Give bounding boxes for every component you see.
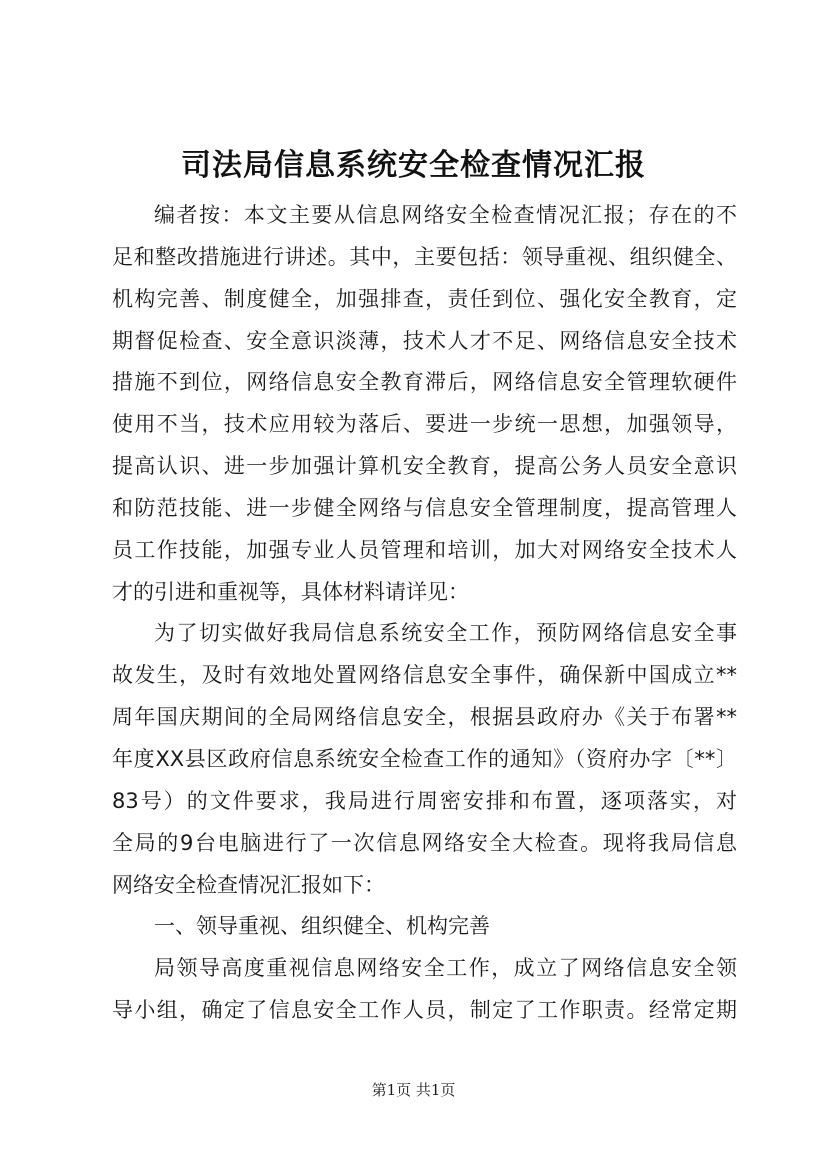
page-footer: 第1页 共1页: [371, 1081, 456, 1099]
body-line: 83号）的文件要求，我局进行周密安排和布置，逐项落实，对: [112, 788, 737, 813]
body-line: 导小组，确定了信息安全工作人员，制定了工作职责。经常定期: [112, 998, 737, 1023]
document-title: 司法局信息系统安全检查情况汇报: [181, 148, 646, 183]
body-line: 局领导高度重视信息网络安全工作，成立了网络信息安全领: [154, 956, 737, 981]
body-line: 机构完善、制度健全，加强排查，责任到位、强化安全教育，定: [112, 286, 737, 311]
document-body: [112, 195, 737, 1032]
body-line: 足和整改措施进行讲述。其中，主要包括：领导重视、组织健全、: [112, 244, 737, 269]
body-line: 周年国庆期间的全局网络信息安全，根据县政府办《关于布署**: [112, 705, 737, 730]
body-line: 编者按：本文主要从信息网络安全检查情况汇报；存在的不: [154, 203, 737, 227]
body-line: 提高认识、进一步加强计算机安全教育，提高公务人员安全意识: [112, 454, 737, 479]
body-line: 故发生，及时有效地处置网络信息安全事件，确保新中国成立**: [112, 663, 737, 688]
body-line: 期督促检查、安全意识淡薄，技术人才不足、网络信息安全技术: [112, 328, 737, 353]
body-line: 为了切实做好我局信息系统安全工作，预防网络信息安全事: [154, 621, 737, 646]
section-heading: 一、领导重视、组织健全、机构完善: [154, 914, 490, 939]
body-line: 网络安全检查情况汇报如下：: [112, 872, 385, 897]
body-line: 员工作技能，加强专业人员管理和培训，加大对网络安全技术人: [112, 537, 737, 562]
body-line: 全局的9台电脑进行了一次信息网络安全大检查。现将我局信息: [112, 830, 737, 855]
body-line: 和防范技能、进一步健全网络与信息安全管理制度，提高管理人: [112, 495, 737, 520]
body-line: 措施不到位，网络信息安全教育滞后，网络信息安全管理软硬件: [112, 370, 737, 395]
body-line: 使用不当，技术应用较为落后、要进一步统一思想，加强领导，: [112, 412, 737, 437]
body-line: 年度XX县区政府信息系统安全检查工作的通知》（资府办字〔**〕: [112, 746, 737, 771]
body-line: 才的引进和重视等，具体材料请详见：: [112, 579, 469, 604]
